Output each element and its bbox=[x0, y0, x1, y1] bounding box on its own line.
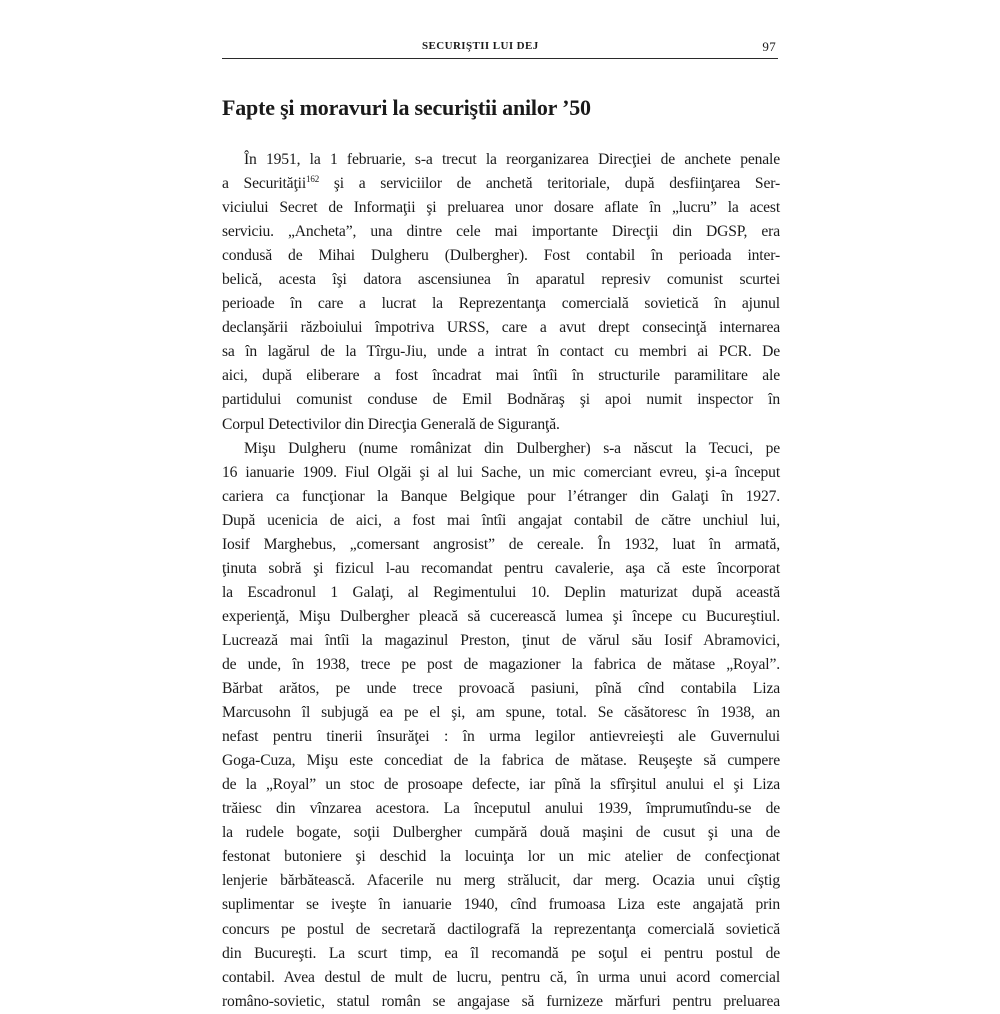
text-line: din Bucureşti. La scurt timp, ea îl recomandă pe soţul ei pentru postul de bbox=[222, 944, 780, 962]
text-line: declanşării războiului împotriva URSS, care a avut drept consecinţă internarea bbox=[222, 319, 780, 337]
text-line: După ucenicia de aici, a fost mai întîi angajat contabil de către unchiul lui, bbox=[222, 511, 780, 529]
text-line: nefast pentru tinerii însurăţei : în urma legilor antievreieşti ale Guvernului bbox=[222, 728, 780, 746]
text-line: partidului comunist conduse de Emil Bodnăraş şi apoi numit inspector în bbox=[222, 391, 780, 409]
footnote-ref[interactable]: 162 bbox=[306, 174, 320, 185]
text-line: lenjerie bărbătească. Afacerile nu merg strălucit, dar merg. Ocazia unui cîştig bbox=[222, 872, 780, 890]
text-line: contabil. Avea destul de mult de lucru, pentru că, în urma unui acord comercial bbox=[222, 968, 780, 986]
text-line: cariera ca funcţionar la Banque Belgique pour l’étranger din Galaţi în 1927. bbox=[222, 487, 780, 505]
text-line: viciului Secret de Informaţii şi preluarea unor dosare aflate în „lucru” la acest bbox=[222, 199, 780, 217]
body-text bbox=[222, 148, 780, 1014]
text-line: Iosif Marghebus, „comersant angrosist” de cereale. În 1932, luat în armată, bbox=[222, 535, 780, 553]
text-line: Corpul Detectivilor din Direcţia Generală de Siguranţă. bbox=[222, 415, 560, 433]
text-line: experienţă, Mişu Dulbergher pleacă să cucerească lumea şi începe cu Bucureştiul. bbox=[222, 607, 780, 625]
text-fragment: şi a serviciilor de anchetă teritoriale, după desfiinţarea Ser- bbox=[333, 175, 780, 193]
text-line: Marcusohn îl subjugă ea pe el şi, am spune, total. Se căsătoresc în 1938, an bbox=[222, 704, 780, 722]
text-line: la rudele bogate, soţii Dulbergher cumpără două maşini de cusut şi una de bbox=[222, 824, 780, 842]
text-line: În 1951, la 1 februarie, s-a trecut la reorganizarea Direcţiei de anchete penale bbox=[244, 151, 780, 168]
text-line: Bărbat arătos, pe unde trece provoacă pasiuni, pînă cînd contabila Liza bbox=[222, 680, 780, 698]
chapter-title: Fapte şi moravuri la securiştii anilor ’50 bbox=[222, 95, 591, 120]
text-line: ţinuta sobră şi fizicul l-au recomandat pentru cavalerie, aşa că este încorporat bbox=[222, 559, 780, 577]
text-fragment: a Securităţii bbox=[222, 175, 306, 193]
text-line: româno-sovietic, statul român se angajase să furnizeze mărfuri pentru preluarea bbox=[222, 992, 780, 1010]
text-line: trăiesc din vînzarea acestora. La începutul anului 1939, împrumutîndu-se de bbox=[222, 800, 780, 818]
text-line: concurs pe postul de secretară dactilografă la reprezentanţa comercială sovietică bbox=[222, 920, 780, 938]
text-line: serviciu. „Ancheta”, una dintre cele mai importante Direcţii din DGSP, era bbox=[222, 223, 780, 241]
text-line: 16 ianuarie 1909. Fiul Olgăi şi al lui Sache, un mic comerciant evreu, şi-a început bbox=[222, 463, 780, 481]
text-line: aici, după eliberare a fost încadrat mai întîi în structurile paramilitare ale bbox=[222, 367, 780, 385]
text-line: sa în lagărul de la Tîrgu-Jiu, unde a intrat în contact cu membri ai PCR. De bbox=[222, 343, 780, 361]
text-line: de unde, în 1938, trece pe post de magazioner la fabrica de mătase „Royal”. bbox=[222, 655, 780, 673]
running-head bbox=[222, 36, 778, 59]
text-line: Mişu Dulgheru (nume românizat din Dulbergher) s-a născut la Tecuci, pe bbox=[244, 439, 780, 457]
text-line: Lucrează mai întîi la magazinul Preston, ţinut de vărul său Iosif Abramovici, bbox=[222, 631, 780, 649]
text-line: Goga-Cuza, Mişu este concediat de la fabrica de mătase. Reuşeşte să cumpere bbox=[222, 752, 780, 770]
text-line: festonat butoniere şi deschid la locuinţa lor un mic atelier de confecţionat bbox=[222, 848, 780, 866]
text-line: belică, acesta îşi datora ascensiunea în aparatul represiv comunist scurtei bbox=[222, 271, 780, 289]
text-line: perioade în care a lucrat la Reprezentanţa comercială sovietică în ajunul bbox=[222, 295, 780, 313]
text-line-with-footnote bbox=[222, 172, 780, 196]
running-title: SECURIŞTII LUI DEJ bbox=[422, 40, 539, 52]
text-line: de la „Royal” un stoc de prosoape defecte, iar pînă la sfîrşitul anului el şi Liza bbox=[222, 776, 780, 794]
page-number: 97 bbox=[762, 39, 776, 54]
text-line: condusă de Mihai Dulgheru (Dulbergher). Fost contabil în perioada inter- bbox=[222, 247, 780, 265]
text-line: la Escadronul 1 Galaţi, al Regimentului 10. Deplin maturizat după această bbox=[222, 583, 780, 601]
text-line: suplimentar se iveşte în ianuarie 1940, cînd frumoasa Liza este angajată prin bbox=[222, 896, 780, 914]
